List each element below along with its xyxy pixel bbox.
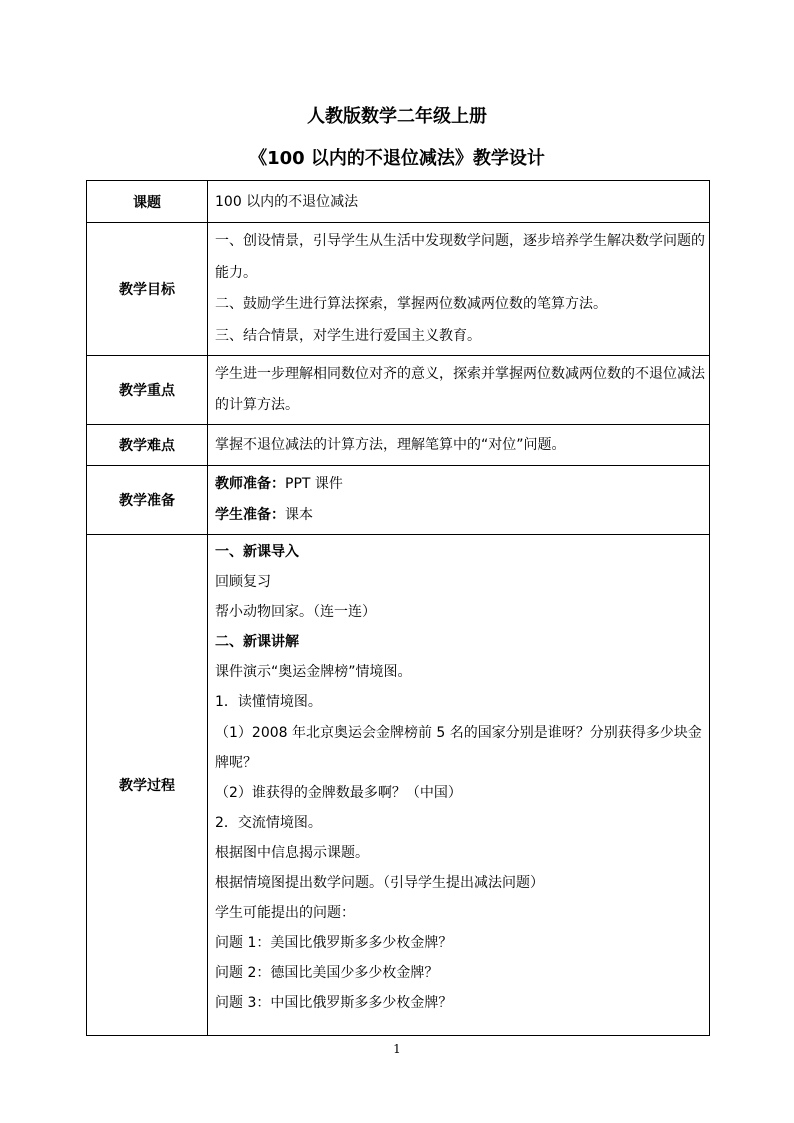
student-preparation bbox=[215, 500, 705, 531]
goal-item-2: 二、鼓励学生进行算法探索，掌握两位数减两位数的笔算方法。 bbox=[215, 296, 607, 312]
document-subtitle: 《100 以内的不退位减法》教学设计 bbox=[249, 148, 545, 169]
lesson-plan-table bbox=[86, 180, 710, 1036]
teacher-preparation bbox=[215, 469, 705, 500]
student-preparation-label: 学生准备： bbox=[215, 507, 285, 523]
goals-content bbox=[208, 223, 710, 356]
table-row-key-points bbox=[87, 356, 710, 425]
topic-label: 课题 bbox=[87, 181, 208, 223]
process-line: 根据情境图提出数学问题。（引导学生提出减法问题） bbox=[215, 875, 544, 892]
teacher-preparation-value: PPT 课件 bbox=[285, 476, 343, 492]
goal-item-3: 三、结合情景，对学生进行爱国主义教育。 bbox=[215, 327, 481, 344]
table-row-preparation bbox=[87, 466, 710, 535]
table-row-goals bbox=[87, 223, 710, 356]
table-row-topic bbox=[87, 181, 710, 223]
process-line: 课件演示“奥运金牌榜”情境图。 bbox=[215, 664, 412, 681]
process-line: （1）2008 年北京奥运会金牌榜前 5 名的国家分别是谁呀？分别获得多少块金牌呢？ bbox=[215, 724, 702, 771]
key-points-label: 教学重点 bbox=[87, 356, 208, 425]
goals-label: 教学目标 bbox=[87, 223, 208, 356]
process-line: 问题 2：德国比美国少多少枚金牌？ bbox=[215, 965, 439, 982]
difficulties-label: 教学难点 bbox=[87, 425, 208, 466]
preparation-content bbox=[208, 466, 710, 535]
process-line: 回顾复习 bbox=[215, 574, 271, 591]
topic-value: 100 以内的不退位减法 bbox=[208, 181, 710, 223]
process-line: 帮小动物回家。（连一连） bbox=[215, 604, 376, 621]
process-label: 教学过程 bbox=[87, 535, 208, 1036]
student-preparation-value: 课本 bbox=[285, 507, 313, 523]
process-line: 1．读懂情境图。 bbox=[215, 694, 322, 711]
process-line: 根据图中信息揭示课题。 bbox=[215, 844, 369, 861]
difficulties-value: 掌握不退位减法的计算方法，理解笔算中的“对位”问题。 bbox=[208, 425, 710, 466]
goal-item-1: 一、创设情景，引导学生从生活中发现数学问题，逐步培养学生解决数学问题的能力。 bbox=[215, 233, 705, 281]
document-title: 人教版数学二年级上册 bbox=[307, 106, 487, 127]
page-number: 1 bbox=[393, 1042, 401, 1056]
process-heading-lecture: 二、新课讲解 bbox=[215, 634, 299, 651]
process-line: 问题 1：美国比俄罗斯多多少枚金牌？ bbox=[215, 935, 453, 952]
process-heading-intro: 一、新课导入 bbox=[215, 544, 299, 560]
teacher-preparation-label: 教师准备： bbox=[215, 476, 285, 492]
process-line: 2．交流情境图。 bbox=[215, 814, 322, 831]
table-row-process bbox=[87, 535, 710, 1036]
process-content bbox=[208, 535, 710, 1036]
key-points-value: 学生进一步理解相同数位对齐的意义，探索并掌握两位数减两位数的不退位减法的计算方法。 bbox=[208, 356, 710, 425]
process-line: 学生可能提出的问题： bbox=[215, 905, 355, 922]
process-line: 问题 3：中国比俄罗斯多多少枚金牌？ bbox=[215, 995, 453, 1012]
preparation-label: 教学准备 bbox=[87, 466, 208, 535]
table-row-difficulties bbox=[87, 425, 710, 466]
process-line: （2）谁获得的金牌数最多啊？（中国） bbox=[215, 784, 462, 801]
